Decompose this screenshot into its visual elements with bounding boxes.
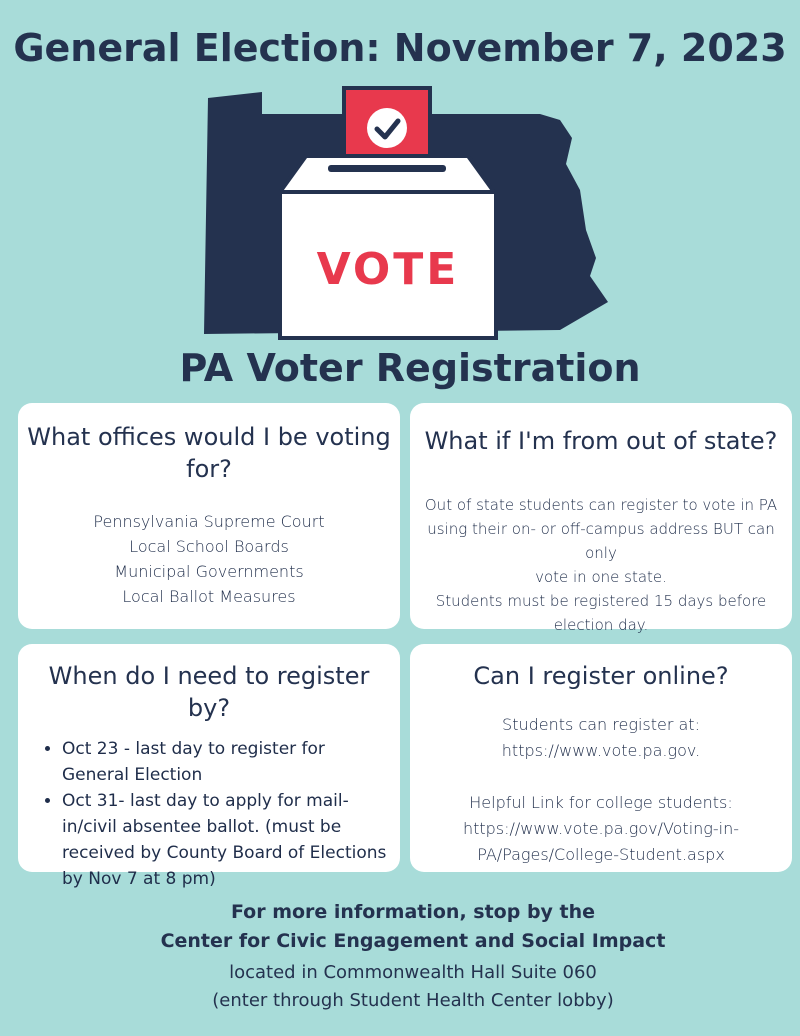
offices-card xyxy=(18,403,400,629)
college-student-link[interactable]: https://www.vote.pa.gov/Voting-in- xyxy=(462,819,740,838)
out-of-state-line: Students must be registered 15 days before xyxy=(435,592,767,610)
out-of-state-line: vote in one state. xyxy=(535,568,667,586)
register-online-card xyxy=(410,644,792,872)
footer-line-2: Center for Civic Engagement and Social Impact xyxy=(160,930,666,952)
college-student-link-cont[interactable]: PA/Pages/College-Student.aspx xyxy=(477,845,725,864)
offices-list xyxy=(26,509,392,609)
footer-entry-note: (enter through Student Health Center lobby) xyxy=(212,990,614,1011)
out-of-state-card xyxy=(410,403,792,634)
register-by-card xyxy=(18,644,400,889)
footer-line-1: For more information, stop by the xyxy=(230,901,596,923)
office-item: Pennsylvania Supreme Court xyxy=(93,512,325,531)
deadline-item: • Oct 23 - last day to register for General Election xyxy=(62,736,392,788)
ballot-box-lid xyxy=(280,156,494,192)
register-online-text xyxy=(418,712,784,868)
office-item: Local School Boards xyxy=(129,537,289,556)
deadline-item: • Oct 31- last day to apply for mail-in/civil absentee ballot. (must be received by County Board of Elections by Nov 7 at 8 pm) xyxy=(62,788,392,892)
footer-location: located in Commonwealth Hall Suite 060 xyxy=(229,962,597,983)
out-of-state-heading: What if I'm from out of state? xyxy=(424,427,778,455)
vote-label: VOTE xyxy=(316,244,460,295)
office-item: Local Ballot Measures xyxy=(122,587,296,606)
section-title: PA Voter Registration xyxy=(179,346,641,390)
offices-heading: What offices would I be voting for? xyxy=(27,423,391,483)
out-of-state-line: using their on- or off-campus address BUT can only xyxy=(427,520,775,562)
helpful-link-label: Helpful Link for college students: xyxy=(469,793,733,812)
out-of-state-line: Out of state students can register to vote in PA xyxy=(424,496,778,514)
vote-pa-link[interactable]: https://www.vote.pa.gov. xyxy=(501,741,701,760)
office-item: Municipal Governments xyxy=(114,562,304,581)
register-online-heading: Can I register online? xyxy=(473,662,729,690)
register-by-heading: When do I need to register by? xyxy=(48,662,370,722)
online-intro: Students can register at: xyxy=(502,715,700,734)
page-title: General Election: November 7, 2023 xyxy=(13,26,787,70)
ballot-illustration xyxy=(0,80,800,350)
deadline-list xyxy=(26,736,392,892)
out-of-state-text xyxy=(416,493,786,637)
out-of-state-line: election day. xyxy=(553,616,649,634)
